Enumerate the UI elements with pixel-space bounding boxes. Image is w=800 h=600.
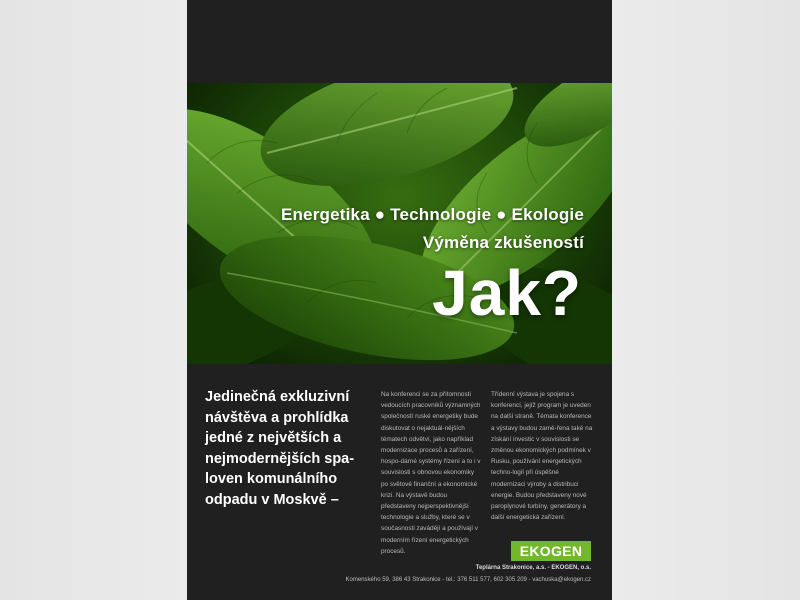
ekogen-logo: EKOGEN: [511, 541, 591, 561]
body-column-2: Třídenní výstava je spojena s konferencí, jejíž program je uveden na další straně. Témata konference a výstavy budou zamě-řena také na získání investic v souvislosti se změnou ekonomických podmínek v Rusku, používání energetických techno-logií při úspěšné modernizaci výroby a distribuci energie. Budou představeny nové paroplynové turbíny, generátory a další energetická zařízení.: [491, 391, 593, 522]
headline: Jak?: [432, 257, 582, 329]
poster: [187, 0, 612, 600]
tagline-topics: Energetika ● Technologie ● Ekologie: [280, 205, 584, 224]
intro-text: Jedinečná exkluzivní návštěva a prohlídka jedné z největších a nejmodernějších spa-loven komunálního odpadu v Moskvě –: [205, 389, 355, 508]
hero-leaf-image: [187, 83, 612, 364]
body-column-1: Na konferenci se za přítomnosti vedoucích pracovníků významných společností ruské energetiky bude diskutovat o nejaktuál-nějších tématech odvětví, jako například modernizace procesů a zařízení, hospo-dárné systémy řízení a to i v souvislosti s obnovou ekonomiky po světové finanční a ekonomické krizi. Na výstavě budou představeny nejperspektivnější technologie a služby, které se v současnosti zavádějí a používají v moderním řízení energetických procesů.: [381, 391, 481, 555]
contact-address: Komenského 59, 386 43 Strakonice - tel.: 376 511 577, 602 305 209 - vachuska@ekogen.cz: [345, 577, 591, 583]
tagline-exchange: Výměna zkušeností: [422, 233, 584, 252]
company-name: Teplárna Strakonice, a.s. - EKOGEN, o.s.: [475, 565, 591, 571]
